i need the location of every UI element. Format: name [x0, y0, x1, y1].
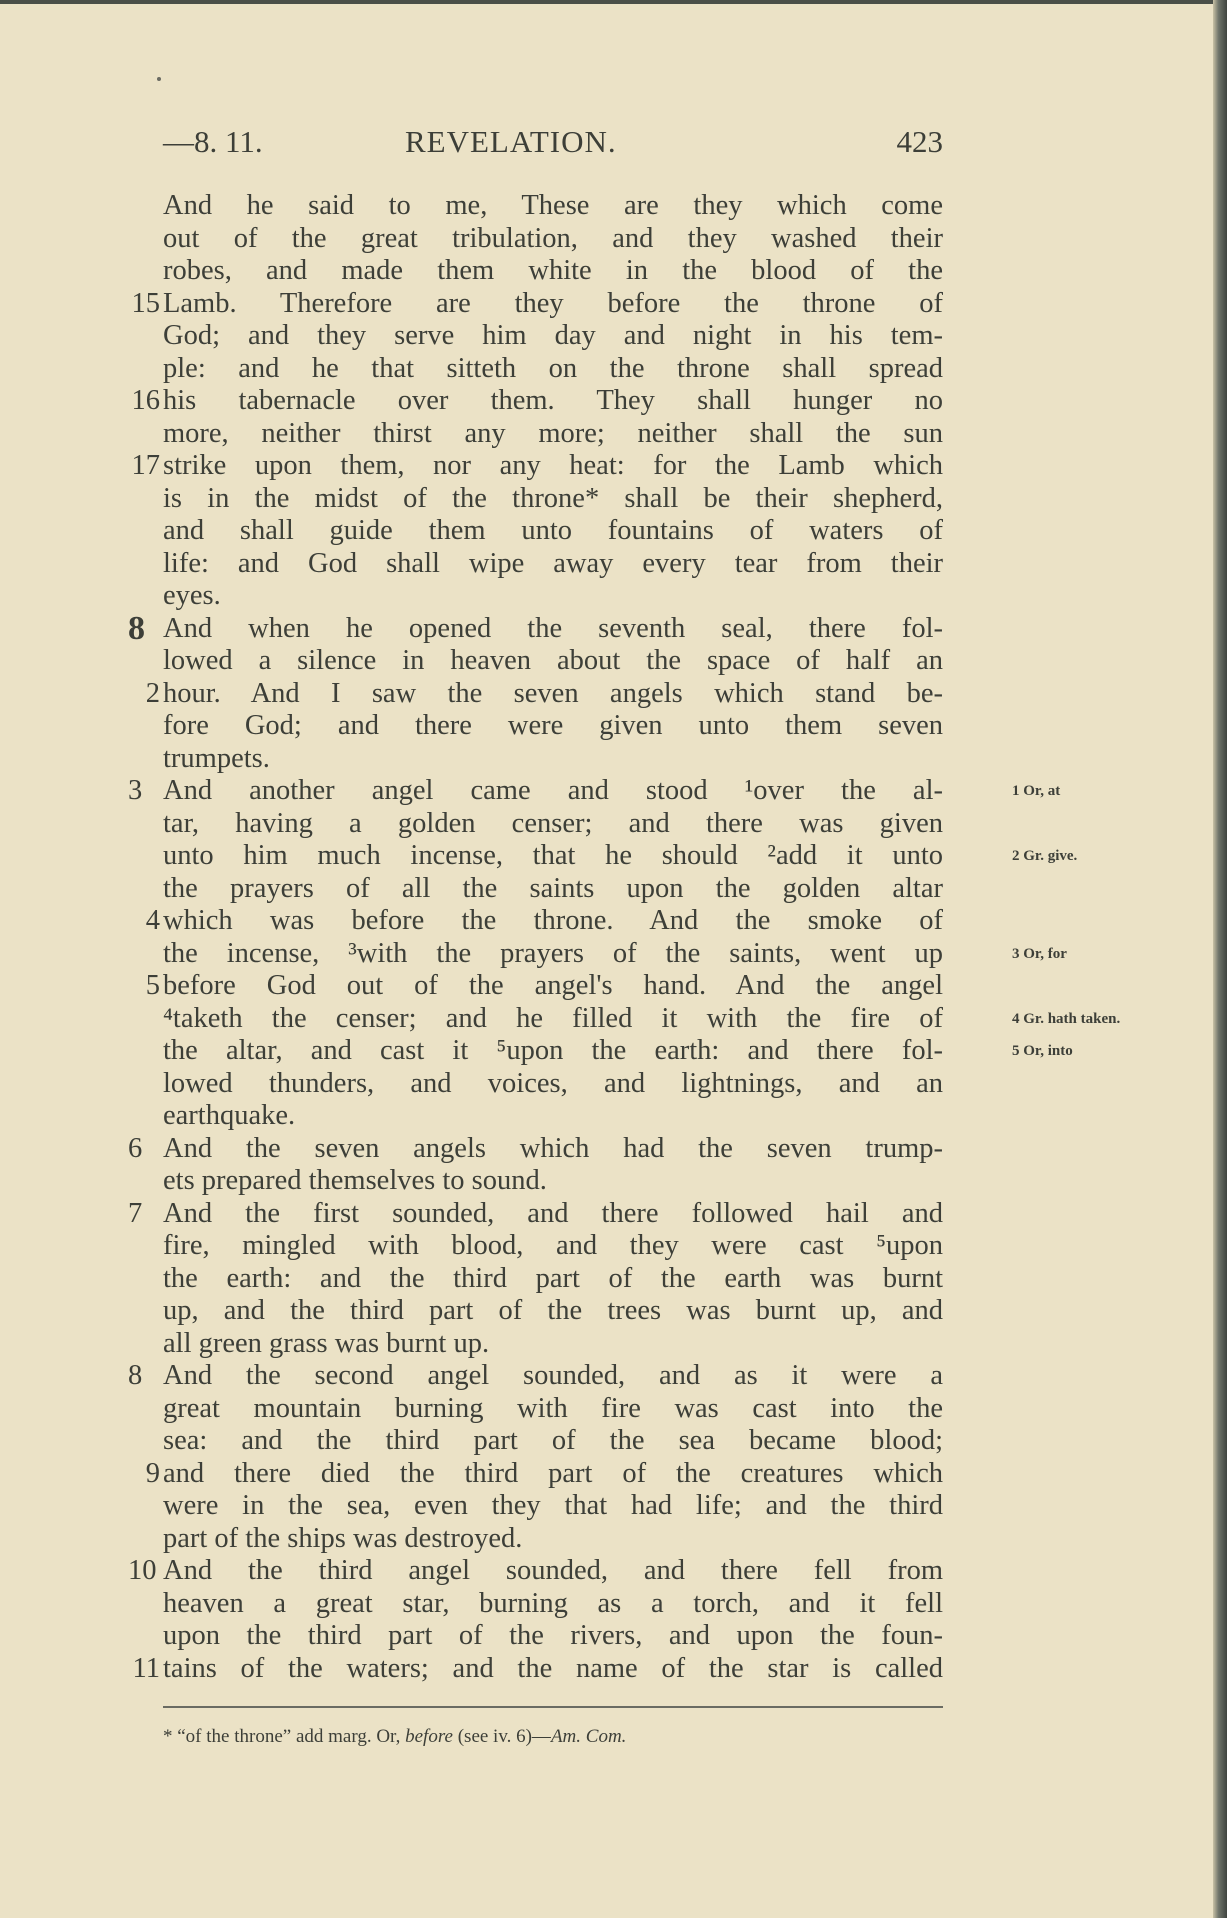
- footnote-attribution: Am. Com.: [550, 1726, 627, 1747]
- line-text: God; and they serve him day and night in his tem-: [163, 320, 943, 351]
- text-line: [0, 418, 1227, 451]
- verse-number: 4: [145, 905, 160, 936]
- line-text: Lamb. Therefore are they before the throne of: [163, 287, 943, 319]
- text-line: [0, 515, 1227, 548]
- line-text: tar, having a golden censer; and there was given: [163, 807, 943, 839]
- text-line: [0, 1490, 1227, 1523]
- text-line: [0, 1458, 1227, 1491]
- footnote-text: (see iv. 6)—: [452, 1726, 551, 1747]
- text-line: [0, 873, 1227, 906]
- line-text: part of the ships was destroyed.: [163, 1522, 523, 1554]
- footnote: [163, 1726, 626, 1748]
- footnote-mark: *: [163, 1726, 173, 1747]
- text-line: [0, 1360, 1227, 1393]
- line-text: unto him much incense, that he should ²add it unto: [163, 840, 943, 871]
- text-line: [0, 450, 1227, 483]
- line-text: ⁴taketh the censer; and he filled it with the fire of: [163, 1002, 943, 1034]
- verse-number: 5: [145, 970, 160, 1001]
- text-line: [0, 1263, 1227, 1296]
- scripture-text: [0, 190, 1227, 1685]
- line-text: ple: and he that sitteth on the throne shall spread: [163, 352, 943, 384]
- text-line: [0, 905, 1227, 938]
- line-text: upon the third part of the rivers, and upon the foun-: [163, 1620, 943, 1651]
- verse-number: 6: [128, 1132, 143, 1164]
- text-line: [0, 1523, 1227, 1556]
- line-text: the prayers of all the saints upon the golden altar: [163, 872, 943, 904]
- verse-number: 2: [145, 677, 160, 709]
- text-line: [0, 548, 1227, 581]
- text-line: [0, 1003, 1227, 1036]
- chapter-number: 8: [128, 609, 145, 647]
- line-text: ets prepared themselves to sound.: [163, 1165, 547, 1196]
- line-text: And he said to me, These are they which come: [163, 190, 943, 221]
- footnote-text: “of the throne” add marg. Or,: [172, 1726, 406, 1747]
- text-line: [0, 1165, 1227, 1198]
- verse-number: 3: [128, 775, 143, 806]
- line-text: earthquake.: [163, 1100, 296, 1131]
- text-line: [0, 609, 1227, 647]
- verse-number: 10: [128, 1555, 157, 1586]
- verse-number: 8: [128, 1360, 143, 1391]
- text-line: [0, 1230, 1227, 1263]
- text-line: [0, 1555, 1227, 1588]
- marginal-note: 2 Gr. give.: [1012, 848, 1078, 864]
- text-line: [0, 1198, 1227, 1231]
- line-text: heaven a great star, burning as a torch, and it fell: [163, 1587, 943, 1619]
- text-line: [0, 710, 1227, 743]
- line-text: lowed thunders, and voices, and lightnings, and an: [163, 1067, 943, 1099]
- line-text: life: and God shall wipe away every tear from their: [163, 547, 943, 579]
- line-text: more, neither thirst any more; neither shall the sun: [163, 417, 943, 449]
- text-line: [0, 483, 1227, 516]
- line-text: and there died the third part of the creatures which: [163, 1457, 943, 1489]
- text-line: [0, 1620, 1227, 1653]
- line-text: the altar, and cast it ⁵upon the earth: and there fol-: [163, 1035, 943, 1066]
- line-text: sea: and the third part of the sea became blood;: [163, 1425, 943, 1456]
- text-line: [0, 938, 1227, 971]
- text-line: [0, 1588, 1227, 1621]
- marginal-note: 3 Or, for: [1012, 945, 1067, 962]
- text-line: [0, 1100, 1227, 1133]
- line-text: which was before the throne. And the smoke of: [163, 905, 943, 936]
- footnote-rule: [163, 1706, 943, 1708]
- text-line: [0, 580, 1227, 613]
- verse-number: 15: [131, 287, 160, 319]
- marginal-note: 5 Or, into: [1012, 1043, 1073, 1059]
- verse-number: 7: [128, 1197, 143, 1229]
- line-text: were in the sea, even they that had life; and the third: [163, 1490, 943, 1521]
- text-line: [0, 255, 1227, 288]
- page-number: 423: [896, 124, 943, 159]
- book-title: REVELATION.: [405, 124, 617, 159]
- text-line: [0, 1328, 1227, 1361]
- line-text: and shall guide them unto fountains of waters of: [163, 515, 943, 546]
- marginal-note: 1 Or, at: [1012, 783, 1061, 799]
- page-top-edge: [0, 0, 1227, 4]
- text-line: [0, 385, 1227, 418]
- line-text: before God out of the angel's hand. And the angel: [163, 970, 943, 1001]
- text-line: [0, 288, 1227, 321]
- text-line: [0, 775, 1227, 808]
- line-text: And the first sounded, and there followed hail and: [163, 1197, 943, 1229]
- text-line: [0, 970, 1227, 1003]
- footnote-italic: before: [405, 1726, 453, 1747]
- line-text: And another angel came and stood ¹over the al-: [163, 775, 943, 806]
- line-text: tains of the waters; and the name of the star is called: [163, 1652, 943, 1684]
- running-header: [163, 124, 943, 164]
- line-text: fore God; and there were given unto them seven: [163, 710, 943, 741]
- text-line: [0, 1393, 1227, 1426]
- verse-number: 11: [132, 1652, 160, 1684]
- text-line: [0, 1425, 1227, 1458]
- text-line: [0, 1653, 1227, 1686]
- line-text: his tabernacle over them. They shall hunger no: [163, 385, 943, 416]
- text-line: [0, 1068, 1227, 1101]
- line-text: great mountain burning with fire was cast into the: [163, 1392, 943, 1424]
- line-text: the incense, ³with the prayers of the saints, went up: [163, 937, 943, 969]
- line-text: eyes.: [163, 580, 221, 611]
- line-text: And the seven angels which had the seven trump-: [163, 1132, 943, 1164]
- line-text: up, and the third part of the trees was burnt up, and: [163, 1295, 943, 1326]
- text-line: [0, 840, 1227, 873]
- text-line: [0, 320, 1227, 353]
- chapter-verse-range: —8. 11.: [163, 124, 263, 159]
- text-line: [0, 1295, 1227, 1328]
- line-text: hour. And I saw the seven angels which stand be-: [163, 677, 943, 709]
- marginal-note: 4 Gr. hath taken.: [1012, 1010, 1121, 1027]
- text-line: [0, 743, 1227, 776]
- text-line: [0, 223, 1227, 256]
- line-text: robes, and made them white in the blood of the: [163, 255, 943, 286]
- line-text: out of the great tribulation, and they washed their: [163, 222, 943, 254]
- text-line: [0, 190, 1227, 223]
- verse-number: 9: [145, 1457, 160, 1489]
- text-line: [0, 678, 1227, 711]
- text-line: [0, 645, 1227, 678]
- text-line: [0, 353, 1227, 386]
- line-text: And the third angel sounded, and there fell from: [163, 1555, 943, 1586]
- line-text: And when he opened the seventh seal, there fol-: [163, 612, 943, 644]
- line-text: all green grass was burnt up.: [163, 1327, 490, 1359]
- line-text: the earth: and the third part of the earth was burnt: [163, 1262, 943, 1294]
- text-line: [0, 808, 1227, 841]
- line-text: lowed a silence in heaven about the space of half an: [163, 645, 943, 676]
- line-text: trumpets.: [163, 742, 270, 774]
- verse-number: 16: [131, 385, 160, 416]
- line-text: is in the midst of the throne* shall be their shepherd,: [163, 482, 943, 514]
- line-text: strike upon them, nor any heat: for the Lamb which: [163, 450, 943, 481]
- paper-speck: [157, 77, 161, 81]
- line-text: fire, mingled with blood, and they were cast ⁵upon: [163, 1230, 943, 1261]
- verse-number: 17: [131, 450, 160, 481]
- line-text: And the second angel sounded, and as it were a: [163, 1360, 943, 1391]
- text-line: [0, 1133, 1227, 1166]
- text-line: [0, 1035, 1227, 1068]
